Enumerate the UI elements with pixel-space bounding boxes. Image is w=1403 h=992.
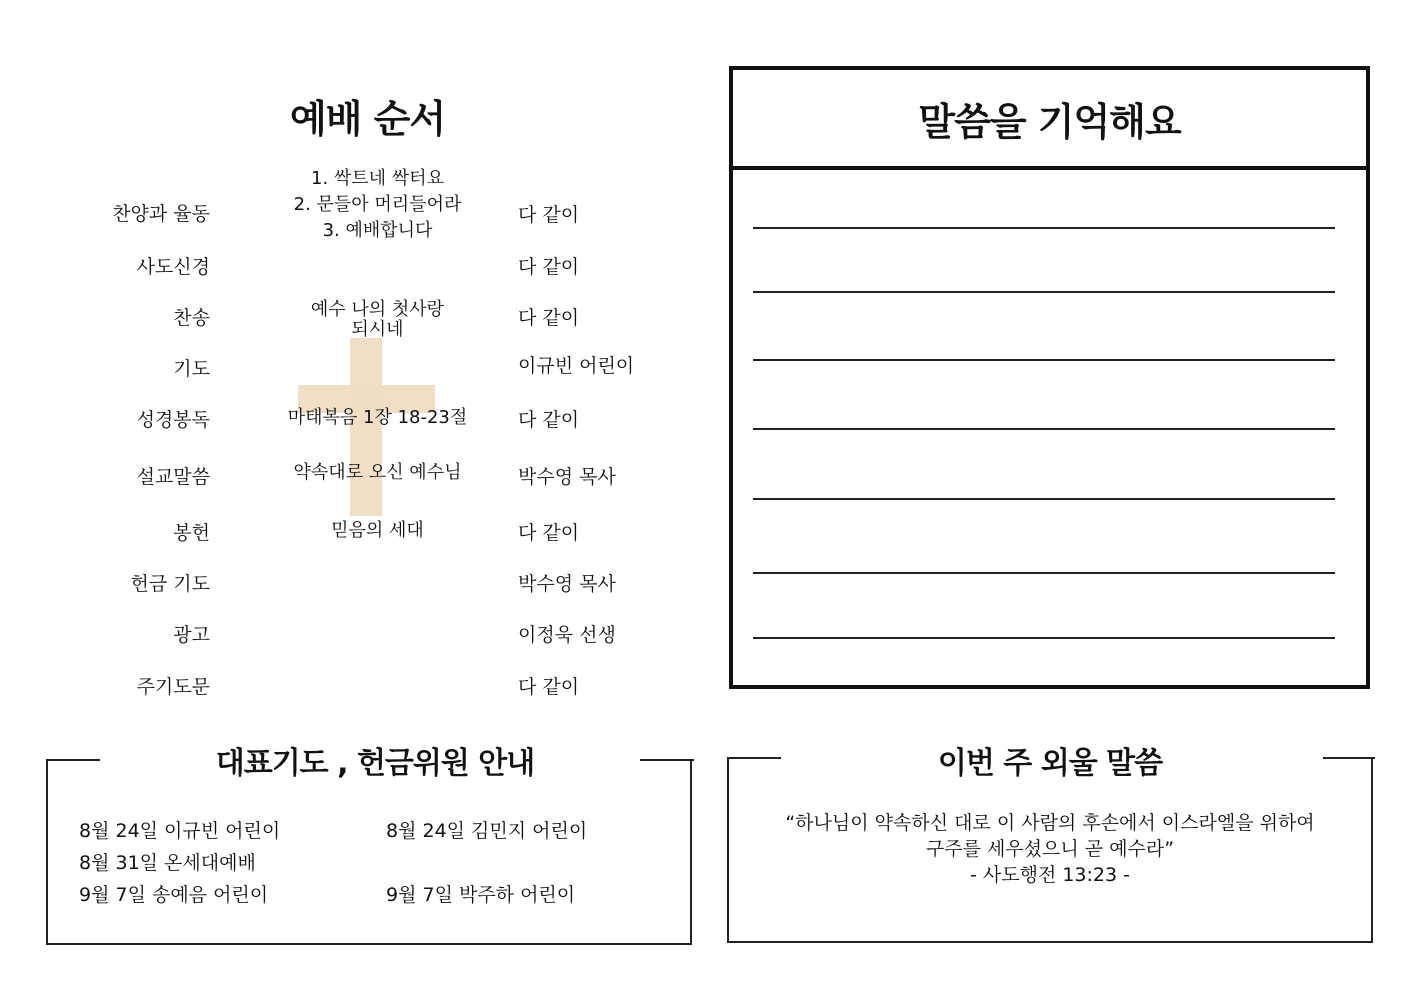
order-detail-line: 3. 예배합니다 [322,220,433,241]
order-leader: 다 같이 [518,307,580,329]
order-detail-line: 2. 문들아 머리들어라 [293,194,462,215]
order-detail [255,521,500,541]
order-detail-line: 약속대로 오신 예수님 [293,462,462,483]
note-line[interactable] [753,572,1335,574]
order-detail-line: 되시네 [351,319,404,340]
order-detail-line: 예수 나의 첫사랑 [310,299,445,320]
prayer-roster-title: 대표기도 , 헌금위원 안내 [215,746,535,781]
order-label: 주기도문 [136,676,210,698]
order-leader: 박수영 목사 [518,573,616,595]
note-line[interactable] [753,498,1335,500]
order-leader: 이정욱 선생 [518,624,616,646]
roster-entry: 8월 31일 온세대예배 [79,852,256,874]
order-leader: 이규빈 어린이 [518,355,635,377]
roster-entry: 8월 24일 김민지 어린이 [386,820,588,842]
frame-edge [46,759,100,761]
note-line[interactable] [753,227,1335,229]
order-leader: 다 같이 [518,676,580,698]
sermon-notes-title: 말씀을 기억해요 [733,70,1366,170]
frame-edge [640,759,694,761]
note-line[interactable] [753,291,1335,293]
frame-edge [1323,757,1375,759]
verse-line: 구주를 세우셨으니 곧 예수라” [925,838,1175,860]
note-line[interactable] [753,359,1335,361]
roster-entry: 9월 7일 박주하 어린이 [386,884,576,906]
order-leader: 박수영 목사 [518,466,616,488]
order-label: 성경봉독 [136,409,210,431]
order-detail [255,463,500,483]
order-leader: 다 같이 [518,204,580,226]
order-leader: 다 같이 [518,256,580,278]
order-detail-line: 마태복음 1장 18-23절 [287,407,468,428]
verse-line: “하나님이 약속하신 대로 이 사람의 후손에서 이스라엘을 위하여 [785,812,1315,834]
order-detail-line: 믿음의 세대 [331,520,424,541]
order-label: 봉헌 [173,522,210,544]
note-line[interactable] [753,637,1335,639]
roster-entry: 9월 7일 송예음 어린이 [79,884,269,906]
order-label: 사도신경 [136,256,210,278]
order-label: 찬양과 율동 [112,203,210,225]
note-line[interactable] [753,428,1335,430]
worship-order-title: 예배 순서 [289,97,446,141]
order-label: 찬송 [173,307,210,329]
verse-reference: - 사도행전 13:23 - [969,864,1130,886]
sermon-notes-box [729,66,1370,689]
memory-verse-title: 이번 주 외울 말씀 [937,746,1163,781]
order-label: 광고 [173,624,210,646]
order-detail [255,408,500,428]
order-label: 설교말씀 [136,466,210,488]
order-detail [255,166,500,244]
order-label: 헌금 기도 [130,573,210,595]
order-leader: 다 같이 [518,409,580,431]
order-label: 기도 [173,358,210,380]
roster-entry: 8월 24일 이규빈 어린이 [79,820,281,842]
frame-edge [727,757,781,759]
order-leader: 다 같이 [518,522,580,544]
order-detail [255,300,500,340]
memory-verse-text [745,810,1355,888]
order-detail-line: 1. 싹트네 싹터요 [311,168,444,189]
